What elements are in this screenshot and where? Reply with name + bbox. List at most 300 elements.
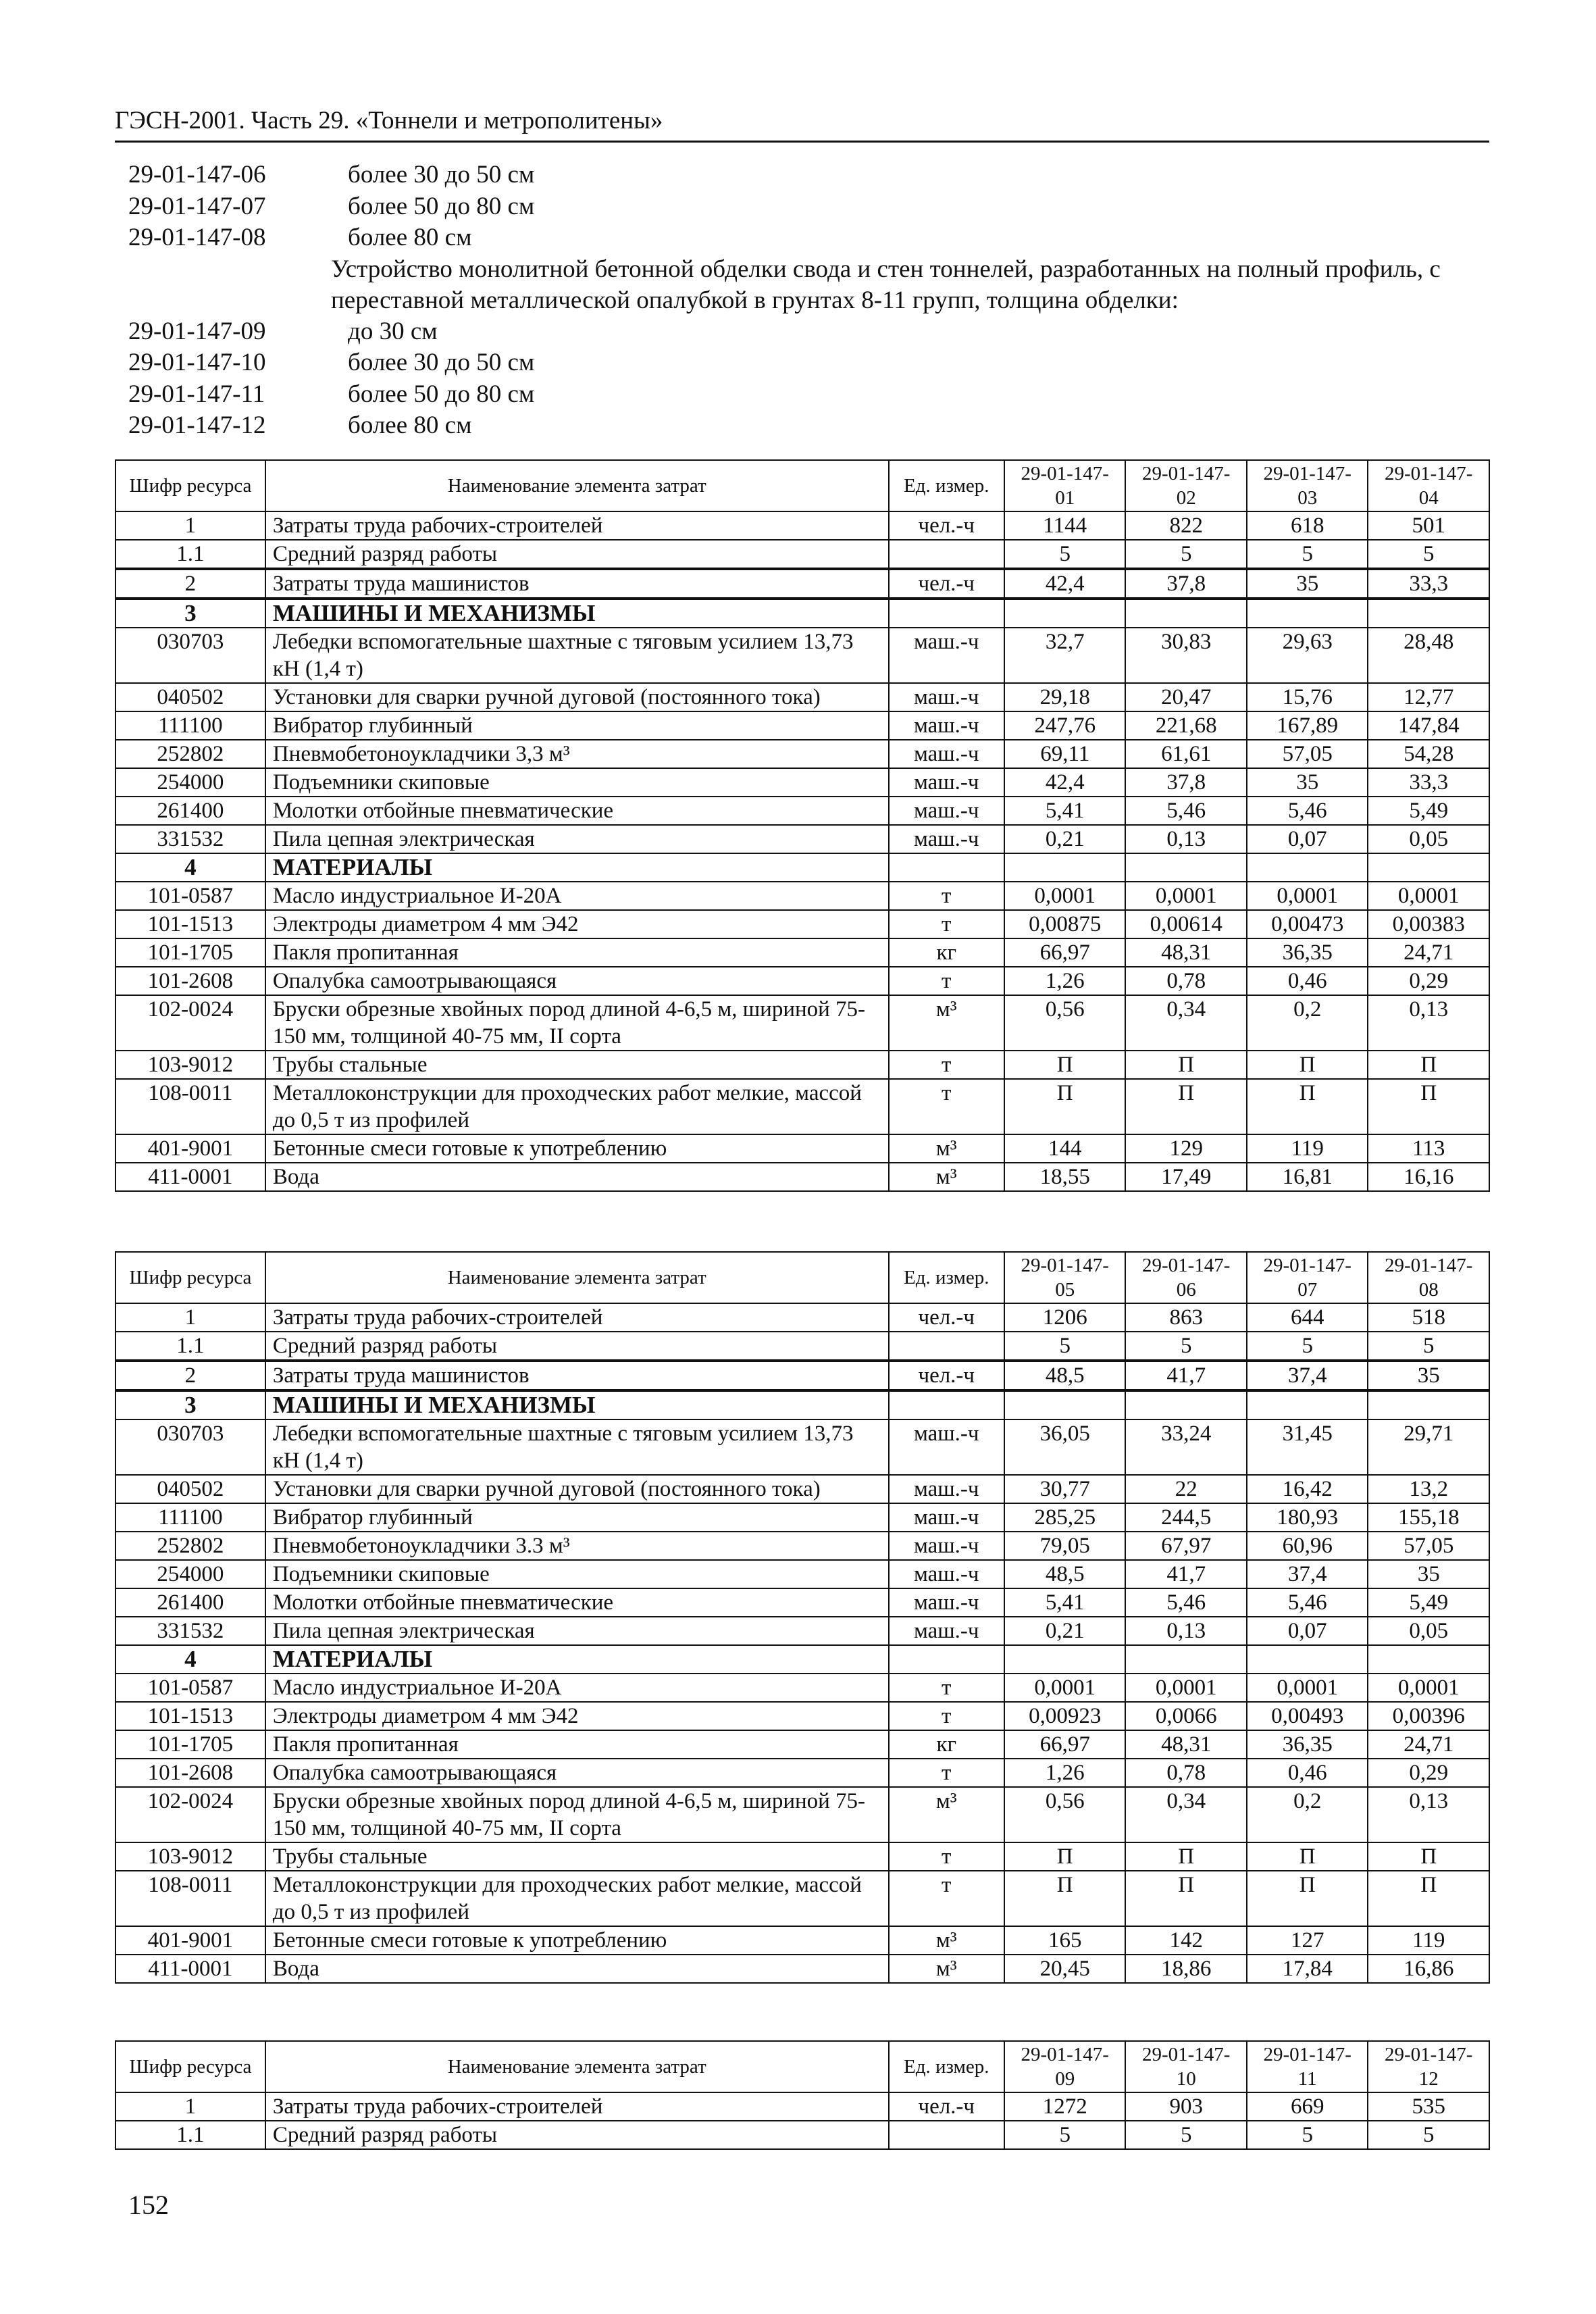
resource-table-1	[115, 459, 1490, 1192]
resource-code: 3	[115, 599, 265, 628]
value-cell: 0,2	[1247, 995, 1368, 1051]
unit-cell: маш.-ч	[889, 1560, 1004, 1588]
resource-code: 331532	[115, 1617, 265, 1645]
resource-code: 2	[115, 1361, 265, 1390]
value-cell: 17,49	[1125, 1163, 1247, 1191]
cost-element-name: Электроды диаметром 4 мм Э42	[265, 1702, 889, 1730]
resource-code: 111100	[115, 711, 265, 740]
value-cell	[1125, 599, 1247, 628]
resource-code: 254000	[115, 1560, 265, 1588]
value-cell: 24,71	[1368, 938, 1489, 967]
value-cell: 29,18	[1004, 683, 1126, 711]
unit-cell: т	[889, 1702, 1004, 1730]
value-cell: 0,0001	[1247, 882, 1368, 910]
resource-code: 101-2608	[115, 1759, 265, 1787]
resource-code: 1	[115, 511, 265, 540]
value-cell: 0,0001	[1247, 1674, 1368, 1702]
value-cell: 0,21	[1004, 1617, 1126, 1645]
table-row	[115, 1163, 1489, 1191]
resource-code: 103-9012	[115, 1051, 265, 1079]
resource-code: 261400	[115, 1588, 265, 1617]
table-row	[115, 1702, 1489, 1730]
value-cell: 54,28	[1368, 740, 1489, 768]
value-cell: 37,4	[1247, 1560, 1368, 1588]
value-cell: 57,05	[1368, 1532, 1489, 1560]
cost-element-name: Лебедки вспомогательные шахтные с тяговым усилием 13,73 кН (1,4 т)	[265, 1419, 889, 1475]
value-cell	[1247, 1645, 1368, 1674]
value-cell: 5	[1247, 540, 1368, 569]
table-row	[115, 938, 1489, 967]
column-header-name: Наименование элемента затрат	[265, 460, 889, 511]
intro-group-b	[128, 316, 1486, 442]
value-cell: 30,77	[1004, 1475, 1126, 1503]
cost-element-name: Вибратор глубинный	[265, 711, 889, 740]
value-cell	[1004, 599, 1126, 628]
intro-text: более 50 до 80 см	[348, 192, 535, 220]
value-cell: 669	[1247, 2092, 1368, 2121]
column-header-norm: 29-01-147-02	[1125, 460, 1247, 511]
column-header-norm: 29-01-147-08	[1368, 1252, 1489, 1303]
value-cell	[1004, 1390, 1126, 1419]
intro-text: более 30 до 50 см	[348, 349, 535, 376]
resource-code: 030703	[115, 1419, 265, 1475]
unit-cell	[889, 1390, 1004, 1419]
value-cell	[1247, 1390, 1368, 1419]
value-cell: 37,4	[1247, 1361, 1368, 1390]
intro-code: 29-01-147-09	[128, 317, 266, 345]
value-cell: 0,46	[1247, 1759, 1368, 1787]
intro-group-a	[128, 159, 1486, 254]
table-row	[115, 2121, 1489, 2149]
value-cell	[1004, 853, 1126, 882]
table-row	[115, 1051, 1489, 1079]
unit-cell: чел.-ч	[889, 1303, 1004, 1332]
value-cell: 285,25	[1004, 1503, 1126, 1532]
value-cell: 16,81	[1247, 1163, 1368, 1191]
intro-line	[128, 379, 1486, 411]
value-cell: 36,05	[1004, 1419, 1126, 1475]
resource-code: 1.1	[115, 1332, 265, 1361]
value-cell: 221,68	[1125, 711, 1247, 740]
value-cell: 0,00396	[1368, 1702, 1489, 1730]
value-cell: 119	[1368, 1926, 1489, 1955]
table-row	[115, 995, 1489, 1051]
value-cell: 535	[1368, 2092, 1489, 2121]
value-cell: 20,47	[1125, 683, 1247, 711]
unit-cell: маш.-ч	[889, 1503, 1004, 1532]
cost-element-name: Электроды диаметром 4 мм Э42	[265, 910, 889, 938]
value-cell: 0,0001	[1125, 882, 1247, 910]
intro-text: до 30 см	[348, 317, 438, 345]
value-cell: 33,24	[1125, 1419, 1247, 1475]
value-cell: 24,71	[1368, 1730, 1489, 1759]
unit-cell: маш.-ч	[889, 1475, 1004, 1503]
value-cell: 0,00473	[1247, 910, 1368, 938]
resource-code: 3	[115, 1390, 265, 1419]
table-row	[115, 740, 1489, 768]
value-cell: 12,77	[1368, 683, 1489, 711]
value-cell: 1272	[1004, 2092, 1126, 2121]
value-cell: 1206	[1004, 1303, 1126, 1332]
value-cell: П	[1125, 1051, 1247, 1079]
table-row	[115, 683, 1489, 711]
resource-code: 102-0024	[115, 995, 265, 1051]
unit-cell: маш.-ч	[889, 797, 1004, 825]
table-row	[115, 569, 1489, 599]
unit-cell: маш.-ч	[889, 1617, 1004, 1645]
cost-element-name: Вибратор глубинный	[265, 1503, 889, 1532]
value-cell: 37,8	[1125, 768, 1247, 797]
value-cell: 0,56	[1004, 995, 1126, 1051]
table-row	[115, 511, 1489, 540]
value-cell: 903	[1125, 2092, 1247, 2121]
intro-text: более 50 до 80 см	[348, 380, 535, 408]
intro-code: 29-01-147-10	[128, 349, 266, 376]
value-cell: 17,84	[1247, 1955, 1368, 1983]
value-cell: 16,42	[1247, 1475, 1368, 1503]
value-cell: П	[1004, 1871, 1126, 1926]
cost-element-name: Масло индустриальное И-20А	[265, 1674, 889, 1702]
unit-cell	[889, 599, 1004, 628]
value-cell: 15,76	[1247, 683, 1368, 711]
cost-element-name: Молотки отбойные пневматические	[265, 1588, 889, 1617]
value-cell: 66,97	[1004, 938, 1126, 967]
unit-cell: т	[889, 882, 1004, 910]
table-row	[115, 1871, 1489, 1926]
unit-cell	[889, 1332, 1004, 1361]
value-cell: П	[1125, 1871, 1247, 1926]
value-cell: 37,8	[1125, 569, 1247, 599]
value-cell: 67,97	[1125, 1532, 1247, 1560]
table-row	[115, 825, 1489, 853]
value-cell: 35	[1247, 768, 1368, 797]
value-cell: П	[1368, 1871, 1489, 1926]
value-cell: 5	[1247, 1332, 1368, 1361]
resource-code: 103-9012	[115, 1842, 265, 1871]
value-cell: 66,97	[1004, 1730, 1126, 1759]
table-row	[115, 1588, 1489, 1617]
unit-cell: маш.-ч	[889, 628, 1004, 683]
cost-element-name: Затраты труда рабочих-строителей	[265, 1303, 889, 1332]
value-cell: 0,56	[1004, 1787, 1126, 1842]
column-header-name: Наименование элемента затрат	[265, 2041, 889, 2092]
value-cell	[1247, 853, 1368, 882]
value-cell: 0,29	[1368, 967, 1489, 995]
cost-element-name: Пневмобетоноукладчики 3.3 м³	[265, 1532, 889, 1560]
value-cell: 0,13	[1125, 825, 1247, 853]
column-header-norm: 29-01-147-06	[1125, 1252, 1247, 1303]
value-cell: 18,55	[1004, 1163, 1126, 1191]
intro-description: Устройство монолитной бетонной обделки свода и стен тоннелей, разработанных на полный профиль, с переставной металлической опалубкой в грунтах 8-11 групп, толщина обделки:	[331, 255, 1441, 314]
value-cell: 48,5	[1004, 1361, 1126, 1390]
resource-code: 252802	[115, 740, 265, 768]
value-cell: 0,07	[1247, 1617, 1368, 1645]
cost-element-name: Пила цепная электрическая	[265, 1617, 889, 1645]
resource-code: 261400	[115, 797, 265, 825]
value-cell	[1368, 853, 1489, 882]
column-header-unit: Ед. измер.	[889, 1252, 1004, 1303]
table-header-row	[115, 2041, 1489, 2092]
cost-element-name: МАШИНЫ И МЕХАНИЗМЫ	[265, 1390, 889, 1419]
value-cell: 42,4	[1004, 569, 1126, 599]
value-cell: 144	[1004, 1134, 1126, 1163]
value-cell: 5	[1125, 1332, 1247, 1361]
table-row	[115, 1926, 1489, 1955]
value-cell: 41,7	[1125, 1361, 1247, 1390]
value-cell: П	[1247, 1871, 1368, 1926]
value-cell	[1247, 599, 1368, 628]
value-cell: 0,21	[1004, 825, 1126, 853]
cost-element-name: Затраты труда рабочих-строителей	[265, 2092, 889, 2121]
intro-code: 29-01-147-08	[128, 224, 266, 251]
unit-cell: маш.-ч	[889, 768, 1004, 797]
column-header-unit: Ед. измер.	[889, 2041, 1004, 2092]
table-row	[115, 882, 1489, 910]
value-cell: 42,4	[1004, 768, 1126, 797]
cost-element-name: Средний разряд работы	[265, 1332, 889, 1361]
value-cell	[1368, 1390, 1489, 1419]
value-cell: 5,46	[1125, 797, 1247, 825]
value-cell: 0,00383	[1368, 910, 1489, 938]
table-row	[115, 1787, 1489, 1842]
value-cell: 0,13	[1368, 995, 1489, 1051]
value-cell: 0,00923	[1004, 1702, 1126, 1730]
value-cell: 35	[1368, 1560, 1489, 1588]
resource-code: 4	[115, 1645, 265, 1674]
value-cell: 247,76	[1004, 711, 1126, 740]
value-cell: 167,89	[1247, 711, 1368, 740]
cost-element-name: Установки для сварки ручной дуговой (постоянного тока)	[265, 1475, 889, 1503]
value-cell: 35	[1368, 1361, 1489, 1390]
resource-code: 101-0587	[115, 882, 265, 910]
value-cell: П	[1247, 1079, 1368, 1134]
unit-cell	[889, 2121, 1004, 2149]
cost-element-name: Подъемники скиповые	[265, 1560, 889, 1588]
intro-block	[128, 159, 1486, 442]
value-cell	[1125, 853, 1247, 882]
value-cell: 5,46	[1125, 1588, 1247, 1617]
unit-cell: т	[889, 1079, 1004, 1134]
value-cell: П	[1247, 1051, 1368, 1079]
value-cell: П	[1004, 1079, 1126, 1134]
value-cell: 155,18	[1368, 1503, 1489, 1532]
cost-element-name: Затраты труда машинистов	[265, 569, 889, 599]
value-cell: 57,05	[1247, 740, 1368, 768]
value-cell: 60,96	[1247, 1532, 1368, 1560]
table-row	[115, 2092, 1489, 2121]
value-cell: 119	[1247, 1134, 1368, 1163]
value-cell: 113	[1368, 1134, 1489, 1163]
cost-element-name: Пневмобетоноукладчики 3,3 м³	[265, 740, 889, 768]
intro-line	[128, 191, 1486, 223]
table-row	[115, 1674, 1489, 1702]
value-cell: 127	[1247, 1926, 1368, 1955]
resource-code: 252802	[115, 1532, 265, 1560]
unit-cell	[889, 540, 1004, 569]
resource-code: 030703	[115, 628, 265, 683]
value-cell: 48,31	[1125, 1730, 1247, 1759]
resource-code: 411-0001	[115, 1163, 265, 1191]
unit-cell: т	[889, 1759, 1004, 1787]
table-row	[115, 1730, 1489, 1759]
value-cell: 13,2	[1368, 1475, 1489, 1503]
value-cell: 0,29	[1368, 1759, 1489, 1787]
value-cell: 1144	[1004, 511, 1126, 540]
value-cell: 69,11	[1004, 740, 1126, 768]
cost-element-name: Бруски обрезные хвойных пород длиной 4-6,5 м, шириной 75-150 мм, толщиной 40-75 мм, II сорта	[265, 995, 889, 1051]
intro-line	[128, 159, 1486, 191]
value-cell: 165	[1004, 1926, 1126, 1955]
cost-element-name: Средний разряд работы	[265, 2121, 889, 2149]
intro-text: более 80 см	[348, 411, 472, 439]
unit-cell: кг	[889, 1730, 1004, 1759]
unit-cell: чел.-ч	[889, 1361, 1004, 1390]
cost-element-name: Установки для сварки ручной дуговой (постоянного тока)	[265, 683, 889, 711]
intro-line	[128, 347, 1486, 379]
unit-cell: м³	[889, 1163, 1004, 1191]
table-row	[115, 1303, 1489, 1332]
value-cell: П	[1125, 1079, 1247, 1134]
value-cell: 0,13	[1125, 1617, 1247, 1645]
value-cell: 0,07	[1247, 825, 1368, 853]
value-cell: 0,0001	[1125, 1674, 1247, 1702]
value-cell: 1,26	[1004, 967, 1126, 995]
unit-cell: т	[889, 1674, 1004, 1702]
column-header-resource: Шифр ресурса	[115, 460, 265, 511]
table-row	[115, 1361, 1489, 1390]
resource-code: 1	[115, 1303, 265, 1332]
resource-code: 101-1513	[115, 910, 265, 938]
resource-code: 254000	[115, 768, 265, 797]
value-cell: 5,46	[1247, 797, 1368, 825]
value-cell: П	[1368, 1842, 1489, 1871]
intro-text: более 30 до 50 см	[348, 161, 535, 188]
unit-cell: м³	[889, 1134, 1004, 1163]
value-cell: 863	[1125, 1303, 1247, 1332]
value-cell: 0,0001	[1368, 1674, 1489, 1702]
column-header-norm: 29-01-147-04	[1368, 460, 1489, 511]
table-row	[115, 910, 1489, 938]
unit-cell: чел.-ч	[889, 2092, 1004, 2121]
value-cell: 36,35	[1247, 1730, 1368, 1759]
value-cell: 5,41	[1004, 1588, 1126, 1617]
value-cell: 644	[1247, 1303, 1368, 1332]
column-header-norm: 29-01-147-07	[1247, 1252, 1368, 1303]
section-row	[115, 1645, 1489, 1674]
column-header-name: Наименование элемента затрат	[265, 1252, 889, 1303]
value-cell: П	[1004, 1842, 1126, 1871]
unit-cell: маш.-ч	[889, 1532, 1004, 1560]
resource-code: 101-2608	[115, 967, 265, 995]
table-header-row	[115, 460, 1489, 511]
cost-element-name: Подъемники скиповые	[265, 768, 889, 797]
resource-code: 1.1	[115, 540, 265, 569]
value-cell: 20,45	[1004, 1955, 1126, 1983]
column-header-norm: 29-01-147-03	[1247, 460, 1368, 511]
cost-element-name: МАШИНЫ И МЕХАНИЗМЫ	[265, 599, 889, 628]
value-cell: 5,49	[1368, 1588, 1489, 1617]
column-header-resource: Шифр ресурса	[115, 1252, 265, 1303]
value-cell: 129	[1125, 1134, 1247, 1163]
value-cell: 16,16	[1368, 1163, 1489, 1191]
column-header-norm: 29-01-147-10	[1125, 2041, 1247, 2092]
table-row	[115, 1842, 1489, 1871]
cost-element-name: Трубы стальные	[265, 1842, 889, 1871]
unit-cell: маш.-ч	[889, 740, 1004, 768]
value-cell: 147,84	[1368, 711, 1489, 740]
value-cell: 5	[1247, 2121, 1368, 2149]
value-cell: 5,49	[1368, 797, 1489, 825]
section-row	[115, 599, 1489, 628]
section-row	[115, 1390, 1489, 1419]
column-header-unit: Ед. измер.	[889, 460, 1004, 511]
value-cell: 0,0001	[1004, 882, 1126, 910]
cost-element-name: Лебедки вспомогательные шахтные с тяговым усилием 13,73 кН (1,4 т)	[265, 628, 889, 683]
value-cell: 0,00614	[1125, 910, 1247, 938]
intro-code: 29-01-147-06	[128, 161, 266, 188]
intro-text: более 80 см	[348, 224, 472, 251]
value-cell: 16,86	[1368, 1955, 1489, 1983]
value-cell: 18,86	[1125, 1955, 1247, 1983]
table-row	[115, 1332, 1489, 1361]
value-cell: 618	[1247, 511, 1368, 540]
resource-code: 111100	[115, 1503, 265, 1532]
value-cell	[1125, 1645, 1247, 1674]
cost-element-name: Вода	[265, 1163, 889, 1191]
cost-element-name: Затраты труда машинистов	[265, 1361, 889, 1390]
value-cell: 0,34	[1125, 995, 1247, 1051]
table-header-row	[115, 1252, 1489, 1303]
value-cell: 0,0001	[1004, 1674, 1126, 1702]
value-cell: 0,0001	[1368, 882, 1489, 910]
unit-cell: маш.-ч	[889, 683, 1004, 711]
value-cell: П	[1247, 1842, 1368, 1871]
value-cell: 0,13	[1368, 1787, 1489, 1842]
value-cell: 48,31	[1125, 938, 1247, 967]
cost-element-name: Вода	[265, 1955, 889, 1983]
cost-element-name: Опалубка самоотрывающаяся	[265, 1759, 889, 1787]
unit-cell: т	[889, 967, 1004, 995]
table-row	[115, 768, 1489, 797]
unit-cell: чел.-ч	[889, 569, 1004, 599]
value-cell: 61,61	[1125, 740, 1247, 768]
resource-code: 331532	[115, 825, 265, 853]
value-cell: 5	[1004, 1332, 1126, 1361]
resource-code: 102-0024	[115, 1787, 265, 1842]
value-cell: 79,05	[1004, 1532, 1126, 1560]
table-row	[115, 1134, 1489, 1163]
resource-code: 401-9001	[115, 1926, 265, 1955]
value-cell	[1368, 599, 1489, 628]
resource-code: 1.1	[115, 2121, 265, 2149]
value-cell: 518	[1368, 1303, 1489, 1332]
value-cell: 142	[1125, 1926, 1247, 1955]
table-row	[115, 1560, 1489, 1588]
resource-code: 1	[115, 2092, 265, 2121]
cost-element-name: Металлоконструкции для проходческих работ мелкие, массой до 0,5 т из профилей	[265, 1871, 889, 1926]
column-header-norm: 29-01-147-05	[1004, 1252, 1126, 1303]
cost-element-name: Бетонные смеси готовые к употреблению	[265, 1134, 889, 1163]
table-row	[115, 711, 1489, 740]
column-header-resource: Шифр ресурса	[115, 2041, 265, 2092]
unit-cell: маш.-ч	[889, 1419, 1004, 1475]
table-row	[115, 1079, 1489, 1134]
value-cell: 29,63	[1247, 628, 1368, 683]
value-cell: П	[1368, 1079, 1489, 1134]
cost-element-name: Молотки отбойные пневматические	[265, 797, 889, 825]
table-row	[115, 1759, 1489, 1787]
page-number: 152	[128, 2190, 169, 2220]
